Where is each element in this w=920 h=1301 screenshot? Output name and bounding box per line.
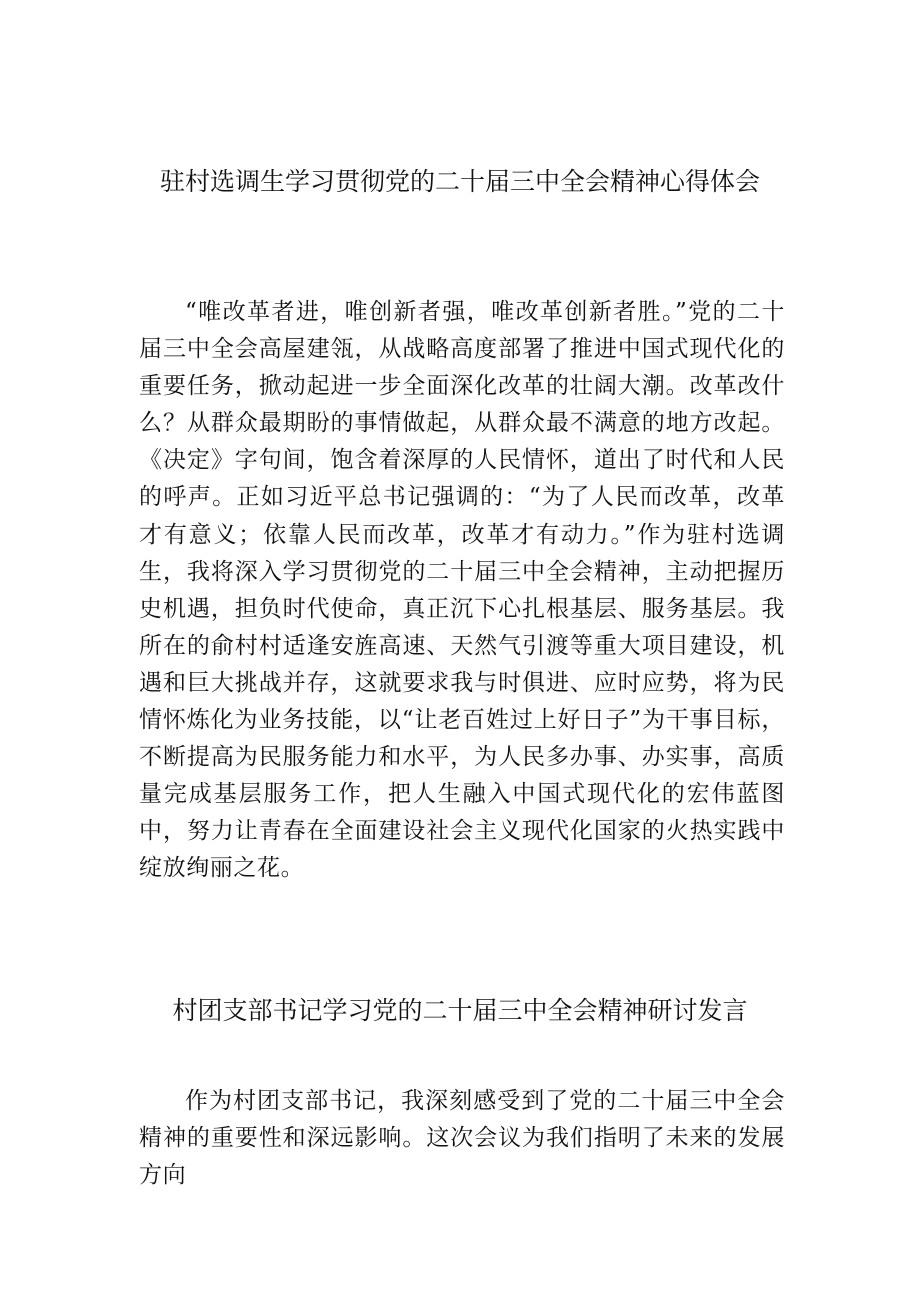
article-body-2: 作为村团支部书记，我深刻感受到了党的二十届三中全会精神的重要性和深远影响。这次会议为我们指明了未来的发展方向 bbox=[139, 1088, 785, 1189]
article-body-1: “唯改革者进，唯创新者强，唯改革创新者胜。”党的二十届三中全会高屋建瓴，从战略高度部署了推进中国式现代化的重要任务，掀动起进一步全面深化改革的壮阔大潮。改革改什么？从群众最期盼的事情做起，从群众最不满意的地方改起。《决定》字句间，饱含着深厚的人民情怀，道出了时代和人民的呼声。正如习近平总书记强调的：“为了人民而改革，改革才有意义；依靠人民而改革，改革才有动力。”作为驻村选调生，我将深入学习贯彻党的二十届三中全会精神，主动把握历史机遇，担负时代使命，真正沉下心扎根基层、服务基层。我所在的俞村村适逢安旌高速、天然气引渡等重大项目建设，机遇和巨大挑战并存，这就要求我与时俱进、应时应势，将为民情怀炼化为业务技能，以“让老百姓过上好日子”为干事目标，不断提高为民服务能力和水平，为人民多办事、办实事，高质量完成基层服务工作，把人生融入中国式现代化的宏伟蓝图中，努力让青春在全面建设社会主义现代化国家的火热实践中绽放绚丽之花。 bbox=[139, 299, 785, 882]
article-title-2: 村团支部书记学习党的二十届三中全会精神研讨发言 bbox=[172, 996, 748, 1025]
article-title-1: 驻村选调生学习贯彻党的二十届三中全会精神心得体会 bbox=[159, 167, 760, 196]
